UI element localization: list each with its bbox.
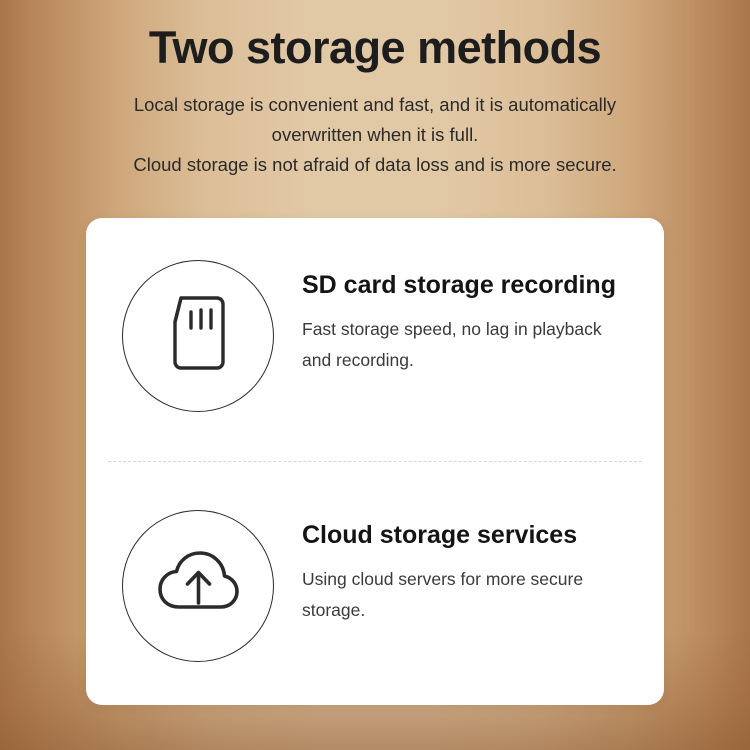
subtitle-line-1: Local storage is convenient and fast, and it is automatically overwritten when it is full. bbox=[133, 93, 617, 145]
sd-card-text-block bbox=[274, 260, 632, 376]
cloud-description: Using cloud servers for more secure storage. bbox=[302, 568, 584, 620]
page-title: Two storage methods bbox=[148, 22, 602, 73]
sd-card-icon-circle bbox=[122, 260, 274, 412]
storage-methods-card bbox=[86, 218, 664, 705]
cloud-text-block bbox=[274, 510, 632, 626]
cloud-upload-icon bbox=[155, 547, 241, 624]
header bbox=[0, 0, 750, 180]
list-item-cloud-storage bbox=[86, 462, 664, 705]
subtitle-line-2: Cloud storage is not afraid of data loss and is more secure. bbox=[133, 153, 617, 175]
cloud-title: Cloud storage services bbox=[302, 520, 578, 549]
cloud-icon-circle bbox=[122, 510, 274, 662]
list-item-sd-card bbox=[86, 218, 664, 461]
page-subtitle bbox=[95, 90, 655, 180]
sd-card-description: Fast storage speed, no lag in playback and recording. bbox=[302, 318, 602, 370]
sd-card-title: SD card storage recording bbox=[302, 270, 616, 299]
sd-card-icon bbox=[161, 292, 235, 379]
